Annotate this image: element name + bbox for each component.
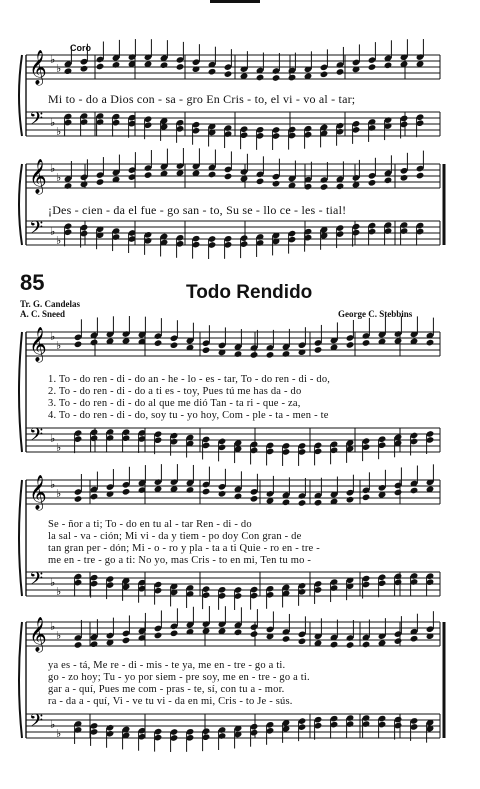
brace	[19, 622, 22, 738]
note-head	[394, 637, 403, 645]
bass-clef-icon: 𝄢	[29, 109, 44, 134]
note-head	[336, 183, 345, 191]
note-head	[90, 339, 99, 347]
flat-icon: ♭	[50, 718, 56, 731]
chorus-lyric-line-1: Mi to - do a Dios con - sa - gro En Cris - to, el vi - vo al - tar;	[48, 92, 356, 106]
note-head	[266, 351, 275, 359]
flat-icon: ♭	[56, 125, 62, 138]
note-head	[282, 635, 291, 643]
note-head	[346, 496, 355, 504]
note-head	[400, 174, 409, 182]
verse-line: go - zo hoy; Tu - yo por siem - pre soy, me en - tre - go a ti.	[48, 672, 310, 683]
flat-icon: ♭	[56, 62, 62, 75]
note-head	[314, 346, 323, 354]
note-head	[282, 499, 291, 507]
note-head	[234, 629, 243, 637]
flat-icon: ♭	[56, 234, 62, 247]
note-head	[122, 637, 131, 645]
note-head	[288, 74, 297, 82]
note-head	[154, 632, 163, 640]
note-head	[282, 350, 291, 358]
chorus-lyric-line-2: ¡Des - cien - da el fue - go san - to, Su se - llo ce - les - tial!	[48, 203, 347, 217]
note-head	[298, 638, 307, 646]
bass-clef-icon: 𝄢	[29, 425, 44, 450]
note-head	[346, 641, 355, 649]
flat-icon: ♭	[50, 620, 56, 633]
note-head	[250, 495, 259, 503]
note-head	[96, 63, 105, 71]
note-head	[250, 351, 259, 359]
hymn-number: 85	[20, 270, 45, 295]
note-head	[410, 635, 419, 643]
note-head	[224, 173, 233, 181]
note-head	[176, 63, 185, 71]
note-head	[154, 339, 163, 347]
note-head	[64, 67, 73, 75]
brace	[19, 480, 22, 596]
treble-clef-icon: 𝄞	[29, 617, 47, 652]
lyricist-credit: A. C. Sneed	[20, 309, 66, 319]
flat-icon: ♭	[56, 339, 62, 352]
bass-clef-icon: 𝄢	[29, 569, 44, 594]
verse-line: 4. To - do ren - di - do, soy tu - yo hoy, Com - ple - ta - men - te	[48, 410, 329, 421]
flat-icon: ♭	[50, 53, 56, 66]
note-head	[224, 70, 233, 78]
chorus-label: Coro	[70, 43, 91, 53]
note-head	[368, 179, 377, 187]
note-head	[256, 74, 265, 82]
note-head	[320, 183, 329, 191]
note-head	[186, 486, 195, 494]
translator-credit: Tr. G. Candelas	[20, 299, 81, 309]
treble-clef-icon: 𝄞	[29, 475, 47, 510]
flat-icon: ♭	[50, 576, 56, 589]
treble-clef-icon: 𝄞	[29, 50, 47, 85]
flat-icon: ♭	[56, 629, 62, 642]
treble-clef-icon: 𝄞	[29, 327, 47, 362]
flat-icon: ♭	[50, 225, 56, 238]
note-head	[234, 350, 243, 358]
note-head	[80, 65, 89, 73]
note-head	[112, 61, 121, 69]
verse-line: 3. To - do ren - di - do al que me dió Tan - ta ri - que - za,	[48, 398, 301, 409]
note-head	[362, 641, 371, 649]
note-head	[74, 495, 83, 503]
flat-icon: ♭	[50, 432, 56, 445]
note-head	[90, 640, 99, 648]
bass-clef-icon: 𝄢	[29, 711, 44, 736]
flat-icon: ♭	[56, 487, 62, 500]
flat-icon: ♭	[56, 441, 62, 454]
verse-line: me en - tre - go a ti: No yo, mas Cris - to en mi, Ten tu mo -	[48, 555, 312, 566]
note-head	[362, 339, 371, 347]
composer-credit: George C. Stebbins	[338, 309, 413, 319]
flat-icon: ♭	[50, 330, 56, 343]
verse-line: tan gran per - dón; Mi - o - ro y pla - ta a ti Quie - ro en - tre -	[48, 543, 320, 554]
note-head	[202, 346, 211, 354]
flat-icon: ♭	[56, 727, 62, 740]
note-head	[362, 494, 371, 502]
flat-icon: ♭	[56, 171, 62, 184]
note-head	[426, 632, 435, 640]
note-head	[64, 182, 73, 190]
note-head	[256, 178, 265, 186]
note-head	[106, 490, 115, 498]
note-head	[272, 74, 281, 82]
note-head	[336, 68, 345, 76]
note-head	[218, 490, 227, 498]
note-head	[368, 63, 377, 71]
note-head	[426, 339, 435, 347]
verse-line: gar a - quí, Pues me com - pras - te, sí, con tu a - mor.	[48, 684, 285, 695]
note-head	[346, 341, 355, 349]
verse-line: 2. To - do ren - di - do a ti es - toy, Pues tú me has da - do	[48, 386, 302, 397]
flat-icon: ♭	[50, 116, 56, 129]
note-head	[160, 61, 169, 69]
brace	[19, 55, 22, 136]
note-head	[208, 171, 217, 179]
note-head	[298, 499, 307, 507]
note-head	[314, 499, 323, 507]
treble-clef-icon: 𝄞	[29, 159, 47, 194]
flat-icon: ♭	[50, 478, 56, 491]
note-head	[170, 630, 179, 638]
verse-line: ra - da a - quí, Vi - ve tu vi - da en mi, Cris - to Je - sús.	[48, 696, 293, 707]
note-head	[74, 641, 83, 649]
note-head	[384, 177, 393, 185]
note-head	[202, 488, 211, 496]
flat-icon: ♭	[56, 585, 62, 598]
note-head	[234, 493, 243, 501]
note-head	[416, 172, 425, 180]
note-head	[394, 489, 403, 497]
note-head	[384, 62, 393, 70]
note-head	[96, 178, 105, 186]
note-head	[170, 341, 179, 349]
brace	[19, 332, 22, 452]
note-head	[74, 341, 83, 349]
verse-line: ya es - tá, Me re - di - mis - te ya, me en - tre - go a ti.	[48, 660, 286, 671]
note-head	[272, 180, 281, 188]
flat-icon: ♭	[50, 162, 56, 175]
bass-clef-icon: 𝄢	[29, 218, 44, 243]
note-head	[192, 65, 201, 73]
note-head	[320, 71, 329, 79]
note-head	[250, 630, 259, 638]
verse-line: la sal - va - ción; Mi vi - da y tiem - po doy Con gran - de	[48, 531, 302, 542]
hymn-title: Todo Rendido	[186, 282, 313, 303]
verse-line: Se - ñor a ti; To - do en tu al - tar Ren - di - do	[48, 519, 252, 530]
note-head	[208, 68, 217, 76]
verse-line: 1. To - do ren - di - do an - he - lo - es - tar, To - do ren - di - do,	[48, 374, 331, 385]
note-head	[90, 493, 99, 501]
brace	[19, 164, 22, 245]
note-head	[144, 171, 153, 179]
note-head	[410, 487, 419, 495]
note-head	[122, 488, 131, 496]
note-head	[330, 641, 339, 649]
